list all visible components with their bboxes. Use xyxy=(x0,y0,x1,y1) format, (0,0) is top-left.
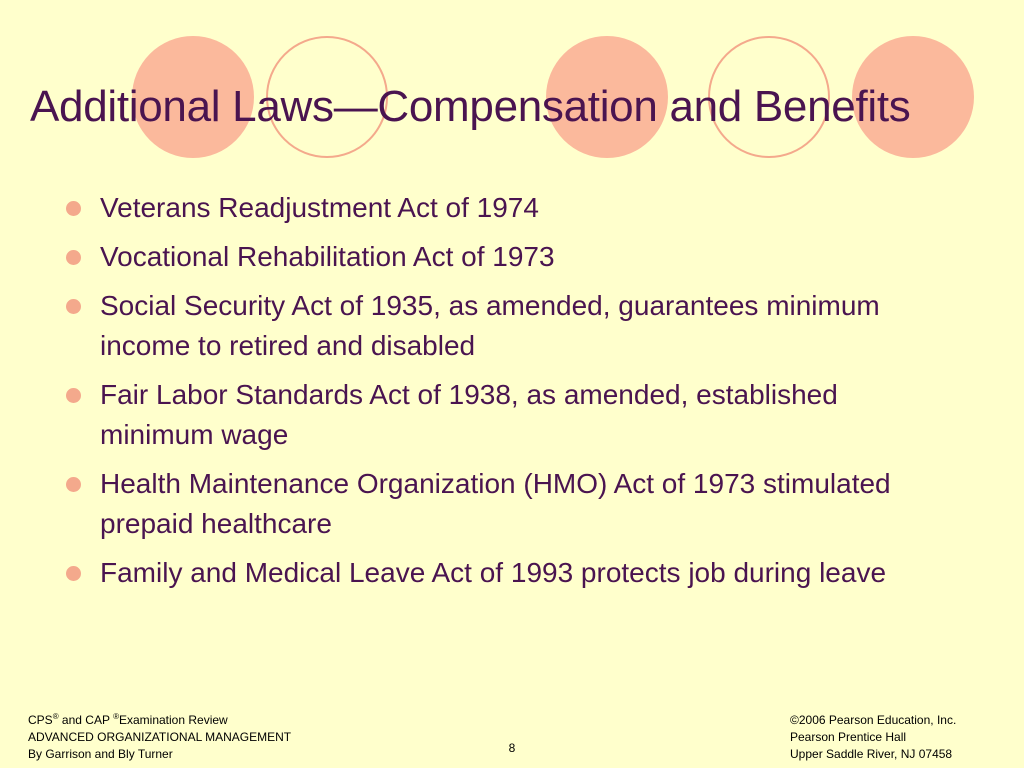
footer-right-line2: Pearson Prentice Hall xyxy=(790,730,907,744)
footer-exam-review: Examination Review xyxy=(118,713,228,727)
list-item xyxy=(66,188,946,228)
footer-left-line3: By Garrison and Bly Turner xyxy=(28,747,173,761)
registered-mark: ® xyxy=(52,712,59,721)
list-item xyxy=(66,464,946,544)
bullet-icon xyxy=(66,477,81,492)
bullet-text: Veterans Readjustment Act of 1974 xyxy=(100,192,539,223)
footer-right-line1: ©2006 Pearson Education, Inc. xyxy=(790,713,957,727)
registered-mark: ® xyxy=(113,712,119,721)
bullet-icon xyxy=(66,299,81,314)
footer-left-line1 xyxy=(28,712,291,729)
bullet-icon xyxy=(66,388,81,403)
slide-title: Additional Laws—Compensation and Benefits xyxy=(30,82,911,131)
list-item xyxy=(66,286,946,366)
footer-course-info xyxy=(28,712,291,763)
bullet-icon xyxy=(66,566,81,581)
bullet-list xyxy=(66,188,946,602)
bullet-icon xyxy=(66,201,81,216)
list-item xyxy=(66,553,946,593)
bullet-text: Vocational Rehabilitation Act of 1973 xyxy=(100,241,555,272)
footer-and-cap: and CAP xyxy=(58,713,114,727)
list-item xyxy=(66,237,946,277)
footer-publisher-info xyxy=(790,712,956,763)
bullet-text: Health Maintenance Organization (HMO) Act of 1973 stimulated prepaid healthcare xyxy=(100,468,891,539)
list-item xyxy=(66,375,946,455)
bullet-icon xyxy=(66,250,81,265)
bullet-text: Fair Labor Standards Act of 1938, as amended, established minimum wage xyxy=(100,379,838,450)
footer-right-line3: Upper Saddle River, NJ 07458 xyxy=(790,747,953,761)
footer-left-line2: ADVANCED ORGANIZATIONAL MANAGEMENT xyxy=(28,730,292,744)
bullet-text: Social Security Act of 1935, as amended, guarantees minimum income to retired and disabled xyxy=(100,290,880,361)
footer-cps: CPS xyxy=(28,713,53,727)
page-number: 8 xyxy=(508,741,516,755)
bullet-text: Family and Medical Leave Act of 1993 protects job during leave xyxy=(100,557,887,588)
